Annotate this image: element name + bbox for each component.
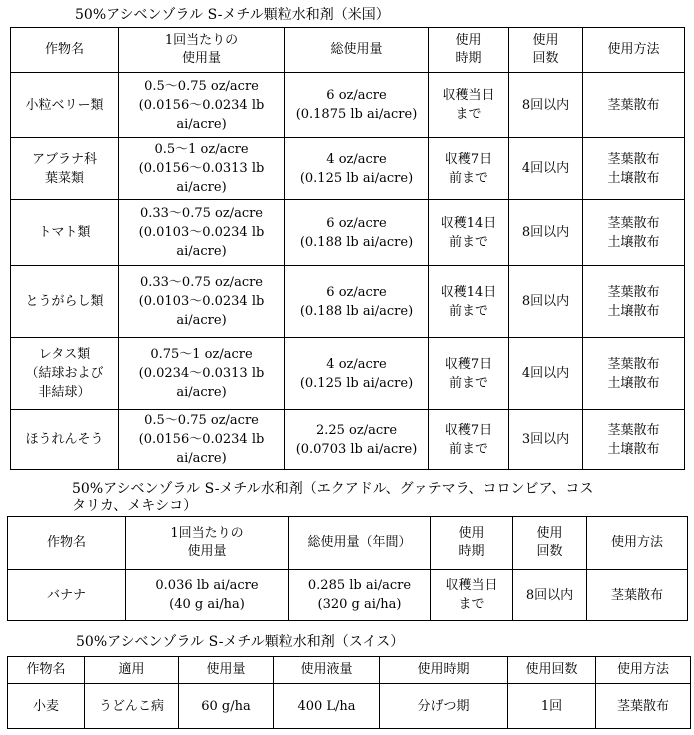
cell-method: 茎葉散布 [583, 73, 685, 138]
table-row [11, 200, 685, 266]
header-method: 使用方法 [587, 517, 688, 570]
cell-method: 茎葉散布 土壌散布 [583, 138, 685, 200]
cell-dose: 60 g/ha [179, 684, 274, 729]
cell-crop: とうがらし類 [11, 266, 119, 338]
header-total-dose: 総使用量 [285, 28, 429, 73]
caption-switzerland: 50%アシベンゾラル S-メチル顆粒水和剤（スイス） [76, 634, 405, 650]
header-crop: 作物名 [8, 657, 85, 684]
cell-timing: 分げつ期 [380, 684, 508, 729]
header-crop: 作物名 [8, 517, 126, 570]
cell-timing: 収穫7日 前まで [429, 410, 509, 470]
header-count: 使用 回数 [509, 28, 583, 73]
cell-total: 6 oz/acre (0.1875 lb ai/acre) [285, 73, 429, 138]
header-count: 使用回数 [508, 657, 596, 684]
cell-dose: 0.5～0.75 oz/acre (0.0156～0.0234 lb ai/acre) [119, 73, 285, 138]
cell-total: 4 oz/acre (0.125 lb ai/acre) [285, 138, 429, 200]
header-timing: 使用 時期 [431, 517, 513, 570]
cell-dose: 0.5～0.75 oz/acre (0.0156～0.0234 lb ai/acre) [119, 410, 285, 470]
cell-crop: ほうれんそう [11, 410, 119, 470]
cell-crop: アブラナ科 葉菜類 [11, 138, 119, 200]
table-switzerland [7, 656, 691, 729]
cell-count: 8回以内 [509, 266, 583, 338]
cell-count: 8回以内 [509, 200, 583, 266]
table-row [11, 138, 685, 200]
cell-dose: 0.33～0.75 oz/acre (0.0103～0.0234 lb ai/acre) [119, 266, 285, 338]
cell-count: 4回以内 [509, 138, 583, 200]
header-crop: 作物名 [11, 28, 119, 73]
cell-timing: 収穫14日 前まで [429, 266, 509, 338]
cell-method: 茎葉散布 土壌散布 [583, 410, 685, 470]
header-liquid-volume: 使用液量 [274, 657, 380, 684]
cell-crop: 小麦 [8, 684, 85, 729]
cell-total: 6 oz/acre (0.188 lb ai/acre) [285, 266, 429, 338]
cell-dose: 0.036 lb ai/acre (40 g ai/ha) [126, 570, 289, 621]
cell-crop: バナナ [8, 570, 126, 621]
header-method: 使用方法 [596, 657, 691, 684]
cell-count: 8回以内 [509, 73, 583, 138]
caption-latin-america: 50%アシベンゾラル S-メチル水和剤（エクアドル、グァテマラ、コロンビア、コス タリカ、メキシコ） [72, 481, 594, 514]
table-row [8, 684, 691, 729]
cell-total: 2.25 oz/acre (0.0703 lb ai/acre) [285, 410, 429, 470]
cell-dose: 0.5～1 oz/acre (0.0156～0.0313 lb ai/acre) [119, 138, 285, 200]
header-dose: 使用量 [179, 657, 274, 684]
table-header-row [8, 657, 691, 684]
cell-count: 8回以内 [513, 570, 587, 621]
header-count: 使用 回数 [513, 517, 587, 570]
table-row [11, 338, 685, 410]
cell-dose: 0.33～0.75 oz/acre (0.0103～0.0234 lb ai/acre) [119, 200, 285, 266]
cell-method: 茎葉散布 [587, 570, 688, 621]
table-header-row [8, 517, 688, 570]
cell-total: 0.285 lb ai/acre (320 g ai/ha) [289, 570, 431, 621]
header-timing: 使用時期 [380, 657, 508, 684]
cell-method: 茎葉散布 土壌散布 [583, 200, 685, 266]
cell-timing: 収穫7日 前まで [429, 338, 509, 410]
cell-liquid-volume: 400 L/ha [274, 684, 380, 729]
header-total-dose-annual: 総使用量（年間） [289, 517, 431, 570]
header-target: 適用 [85, 657, 179, 684]
cell-target: うどんこ病 [85, 684, 179, 729]
table-row [11, 410, 685, 470]
cell-timing: 収穫当日 まで [429, 73, 509, 138]
cell-crop: トマト類 [11, 200, 119, 266]
header-timing: 使用 時期 [429, 28, 509, 73]
header-method: 使用方法 [583, 28, 685, 73]
cell-total: 4 oz/acre (0.125 lb ai/acre) [285, 338, 429, 410]
table-header-row [11, 28, 685, 73]
cell-method: 茎葉散布 [596, 684, 691, 729]
cell-crop: レタス類 （結球および 非結球） [11, 338, 119, 410]
cell-timing: 収穫当日 まで [431, 570, 513, 621]
header-dose-per-application: 1回当たりの 使用量 [119, 28, 285, 73]
caption-us: 50%アシベンゾラル S-メチル顆粒水和剤（米国） [75, 7, 390, 23]
cell-total: 6 oz/acre (0.188 lb ai/acre) [285, 200, 429, 266]
table-row [11, 73, 685, 138]
cell-timing: 収穫7日 前まで [429, 138, 509, 200]
table-row [8, 570, 688, 621]
cell-method: 茎葉散布 土壌散布 [583, 338, 685, 410]
cell-dose: 0.75～1 oz/acre (0.0234～0.0313 lb ai/acre) [119, 338, 285, 410]
header-dose-per-application: 1回当たりの 使用量 [126, 517, 289, 570]
cell-count: 4回以内 [509, 338, 583, 410]
table-row [11, 266, 685, 338]
cell-count: 3回以内 [509, 410, 583, 470]
cell-timing: 収穫14日 前まで [429, 200, 509, 266]
table-latin-america [7, 516, 688, 621]
cell-count: 1回 [508, 684, 596, 729]
table-us [10, 27, 685, 470]
cell-crop: 小粒ベリー類 [11, 73, 119, 138]
cell-method: 茎葉散布 土壌散布 [583, 266, 685, 338]
